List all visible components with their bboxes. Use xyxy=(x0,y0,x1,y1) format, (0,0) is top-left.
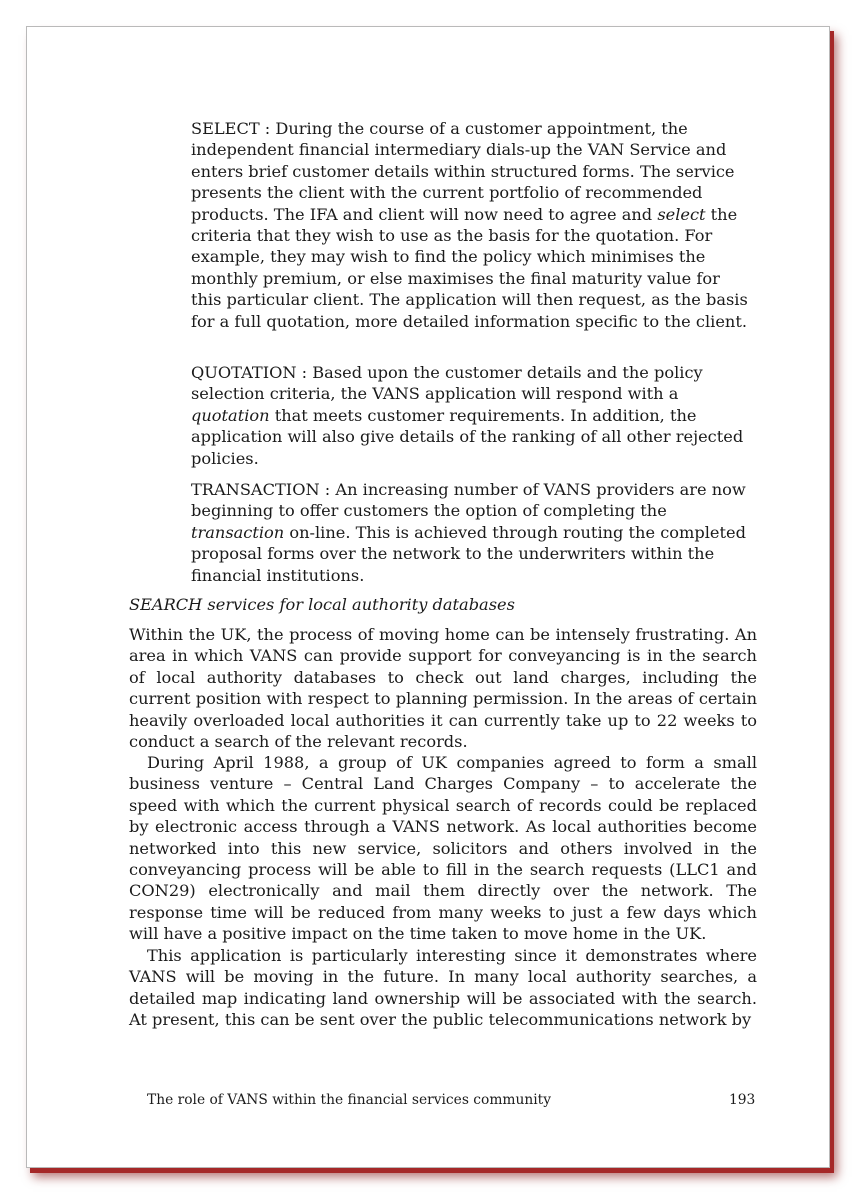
transaction-label: TRANSACTION xyxy=(191,480,320,499)
section-heading: SEARCH services for local authority databases xyxy=(129,595,515,614)
transaction-emphasis: transaction xyxy=(191,522,285,542)
body-paragraph-3: This application is particularly interesting since it demonstrates where VANS will be moving in the future. In many local authority searches, a detailed map indicating land ownership will be associated with the search. At present, this can be sent over the public telecommunications network by xyxy=(129,946,757,1030)
quotation-text-part2: that meets customer requirements. In addition, the application will also give details of the ranking of all other rejected policies. xyxy=(191,405,744,468)
body-paragraph-1: Within the UK, the process of moving home can be intensely frustrating. An area in which VANS can provide support for conveyancing is in the search of local authority databases to check out land charges, including the current position with respect to planning permission. In the areas of certain heavily overloaded local authorities it can currently take up to 22 weeks to conduct a search of the relevant records. xyxy=(129,625,757,752)
page-number: 193 xyxy=(729,1092,756,1108)
quotation-paragraph xyxy=(191,362,751,469)
quotation-emphasis: quotation xyxy=(191,405,270,425)
transaction-paragraph xyxy=(191,479,751,586)
running-title: The role of VANS within the financial services community xyxy=(147,1092,552,1108)
select-text-part1: : During the course of a customer appointment, the independent financial intermediary dials-up the VAN Service and enters brief customer details within structured forms. The service presents the client with the current portfolio of recommended products. The IFA and client will now need to agree and xyxy=(191,119,735,224)
body-paragraph-2: During April 1988, a group of UK companies agreed to form a small business venture – Central Land Charges Company – to accelerate the speed with which the current physical search of records could be replaced by electronic access through a VANS network. As local authorities become networked into this new service, solicitors and others involved in the conveyancing process will be able to fill in the search requests (LLC1 and CON29) electronically and mail them directly over the network. The response time will be reduced from many weeks to just a few days which will have a positive impact on the time taken to move home in the UK. xyxy=(129,753,757,944)
select-emphasis: select xyxy=(657,204,706,224)
select-label: SELECT xyxy=(191,119,260,138)
quotation-label: QUOTATION xyxy=(191,363,297,382)
select-paragraph xyxy=(191,118,751,332)
transaction-text-part1: : An increasing number of VANS providers are now beginning to offer customers the option of completing the xyxy=(191,480,746,521)
quotation-text-part1: : Based upon the customer details and the policy selection criteria, the VANS application will respond with a xyxy=(191,363,703,404)
document-page xyxy=(26,26,830,1168)
transaction-text-part2: on-line. This is achieved through routing the completed proposal forms over the network to the underwriters within the financial institutions. xyxy=(191,522,746,585)
select-text-part2: the criteria that they wish to use as the basis for the quotation. For example, they may wish to find the policy which minimises the monthly premium, or else maximises the final maturity value for this particular client. The application will then request, as the basis for a full quotation, more detailed information specific to the client. xyxy=(191,204,748,331)
